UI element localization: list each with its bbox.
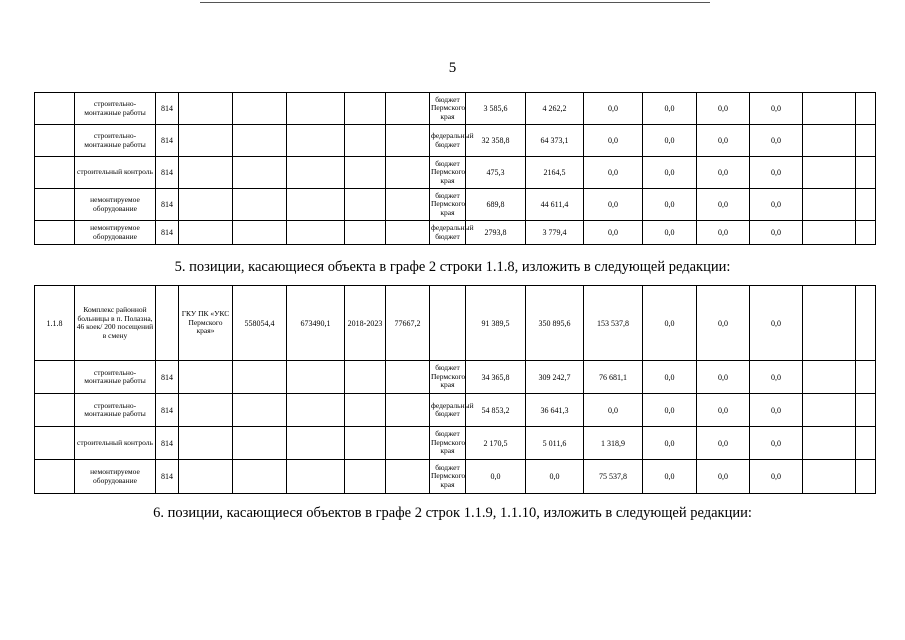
empty-cell [803,93,856,125]
table-row [35,189,876,221]
empty-cell [345,221,386,245]
value-6: 0,0 [750,460,803,494]
value-2: 309 242,7 [526,361,584,394]
empty-cell [856,189,876,221]
value-4: 0,0 [643,189,697,221]
value-6: 0,0 [750,157,803,189]
value-5: 0,0 [697,394,750,427]
empty-cell [179,221,233,245]
empty-cell [803,361,856,394]
value-1: 3 585,6 [466,93,526,125]
empty-cell [345,361,386,394]
funding-source: бюджет Пермского края [430,189,466,221]
empty-cell [803,460,856,494]
empty-cell [386,189,430,221]
value-6: 0,0 [750,221,803,245]
empty-cell [345,460,386,494]
empty-cell [287,93,345,125]
value-3: 0,0 [584,394,643,427]
value-4: 0,0 [643,125,697,157]
value-4: 0,0 [643,221,697,245]
value-2: 0,0 [526,460,584,494]
funding-source: бюджет Пермского края [430,361,466,394]
empty-cell [803,394,856,427]
years: 2018-2023 [345,286,386,361]
empty-cell [386,157,430,189]
value-3: 75 537,8 [584,460,643,494]
value-2: 36 641,3 [526,394,584,427]
item-name: строительный контроль [75,157,156,189]
value-3: 0,0 [584,221,643,245]
value-4: 0,0 [643,93,697,125]
empty-cell [179,361,233,394]
section-6-heading: 6. позиции, касающиеся объектов в графе 2 строк 1.1.9, 1.1.10, изложить в следующей редакции: [153,505,752,521]
empty-cell [287,189,345,221]
budget-table-2 [34,285,876,494]
value-5: 0,0 [697,427,750,460]
value-1: 34 365,8 [466,361,526,394]
value-2: 5 011,6 [526,427,584,460]
empty-cell [856,157,876,189]
funding-source: бюджет Пермского края [430,427,466,460]
row-number: 1.1.8 [35,286,75,361]
empty-cell [345,157,386,189]
empty-cell [386,125,430,157]
table-row [35,125,876,157]
value-5: 0,0 [697,157,750,189]
value-6: 0,0 [750,125,803,157]
item-name: строительно-монтажные работы [75,361,156,394]
item-name: немонтируемое оборудование [75,221,156,245]
empty-cell [386,460,430,494]
page-number: 5 [448,60,457,76]
table-row [35,157,876,189]
value-1: 2793,8 [466,221,526,245]
empty-cell [856,427,876,460]
funding-source: федеральный бюджет [430,221,466,245]
empty-cell [856,93,876,125]
empty-cell [287,221,345,245]
empty-cell [35,394,75,427]
value-5: 0,0 [697,460,750,494]
empty-cell [386,394,430,427]
value-2: 2164,5 [526,157,584,189]
value-1: 91 389,5 [466,286,526,361]
item-code: 814 [156,221,179,245]
value-5: 0,0 [697,286,750,361]
item-code: 814 [156,189,179,221]
empty-cell [386,361,430,394]
table-row [35,460,876,494]
empty-cell [856,394,876,427]
empty-cell [35,460,75,494]
item-name: немонтируемое оборудование [75,460,156,494]
empty-cell [179,189,233,221]
empty-cell [803,157,856,189]
value-4: 0,0 [643,286,697,361]
empty-cell [856,361,876,394]
empty-cell [386,221,430,245]
empty-cell [233,221,287,245]
table-row [35,221,876,245]
table-row-1-1-8 [35,286,876,361]
empty-cell [803,125,856,157]
cost-3: 77667,2 [386,286,430,361]
value-3: 0,0 [584,189,643,221]
empty-cell [386,427,430,460]
value-1: 0,0 [466,460,526,494]
item-code: 814 [156,157,179,189]
value-5: 0,0 [697,93,750,125]
value-5: 0,0 [697,189,750,221]
scan-top-line [200,2,710,3]
value-1: 689,8 [466,189,526,221]
section-5-heading: 5. позиции, касающиеся объекта в графе 2 строки 1.1.8, изложить в следующей редакции: [174,259,731,275]
empty-cell [345,189,386,221]
object-name: Комплекс районной больницы в п. Полазна, 46 коек/ 200 посещений в смену [75,286,156,361]
empty-cell [35,93,75,125]
empty-cell [179,427,233,460]
value-5: 0,0 [697,221,750,245]
item-code: 814 [156,427,179,460]
customer: ГКУ ПК «УКС Пермского края» [179,286,233,361]
empty-cell [35,157,75,189]
empty-cell [179,93,233,125]
value-3: 76 681,1 [584,361,643,394]
item-name: строительно-монтажные работы [75,125,156,157]
funding-source: бюджет Пермского края [430,460,466,494]
empty-cell [345,125,386,157]
value-2: 350 895,6 [526,286,584,361]
value-3: 1 318,9 [584,427,643,460]
empty-cell [233,157,287,189]
cost-2: 673490,1 [287,286,345,361]
value-3: 153 537,8 [584,286,643,361]
table-row [35,93,876,125]
value-3: 0,0 [584,93,643,125]
value-6: 0,0 [750,361,803,394]
item-code: 814 [156,394,179,427]
value-3: 0,0 [584,157,643,189]
empty-cell [803,427,856,460]
empty-cell [856,221,876,245]
empty-cell [233,394,287,427]
funding-source: федеральный бюджет [430,125,466,157]
empty-cell [233,93,287,125]
empty-cell [287,361,345,394]
empty-cell [803,221,856,245]
table-row [35,361,876,394]
value-5: 0,0 [697,361,750,394]
value-4: 0,0 [643,361,697,394]
empty-cell [287,394,345,427]
empty-cell [179,394,233,427]
empty-cell [35,125,75,157]
empty-cell [345,394,386,427]
empty-cell [35,427,75,460]
value-2: 64 373,1 [526,125,584,157]
value-2: 4 262,2 [526,93,584,125]
empty-cell [233,427,287,460]
value-5: 0,0 [697,125,750,157]
empty-cell [287,157,345,189]
empty-cell [179,157,233,189]
value-4: 0,0 [643,394,697,427]
empty-cell [35,221,75,245]
item-code: 814 [156,93,179,125]
value-6: 0,0 [750,189,803,221]
value-6: 0,0 [750,394,803,427]
empty-cell [803,189,856,221]
table-row [35,394,876,427]
budget-table-1 [34,92,876,245]
value-2: 44 611,4 [526,189,584,221]
empty-cell [287,427,345,460]
table-row [35,427,876,460]
item-name: строительно-монтажные работы [75,93,156,125]
item-code: 814 [156,361,179,394]
empty-cell [856,460,876,494]
value-6: 0,0 [750,93,803,125]
value-1: 54 853,2 [466,394,526,427]
funding-source: федеральный бюджет [430,394,466,427]
value-3: 0,0 [584,125,643,157]
empty-cell [233,125,287,157]
empty-cell [233,361,287,394]
value-4: 0,0 [643,427,697,460]
value-6: 0,0 [750,427,803,460]
funding-source: бюджет Пермского края [430,157,466,189]
empty-cell [35,189,75,221]
value-1: 2 170,5 [466,427,526,460]
value-1: 475,3 [466,157,526,189]
empty-cell [233,460,287,494]
value-1: 32 358,8 [466,125,526,157]
value-2: 3 779,4 [526,221,584,245]
item-code: 814 [156,125,179,157]
empty-cell [287,125,345,157]
empty-cell [179,125,233,157]
empty-cell [345,93,386,125]
empty-cell [345,427,386,460]
cost-1: 558054,4 [233,286,287,361]
empty-cell [233,189,287,221]
empty-cell [179,460,233,494]
funding-source: бюджет Пермского края [430,93,466,125]
item-code: 814 [156,460,179,494]
value-6: 0,0 [750,286,803,361]
empty-cell [856,125,876,157]
value-4: 0,0 [643,460,697,494]
empty-cell [386,93,430,125]
item-name: строительный контроль [75,427,156,460]
value-4: 0,0 [643,157,697,189]
empty-cell [287,460,345,494]
empty-cell [35,361,75,394]
item-name: строительно-монтажные работы [75,394,156,427]
item-name: немонтируемое оборудование [75,189,156,221]
